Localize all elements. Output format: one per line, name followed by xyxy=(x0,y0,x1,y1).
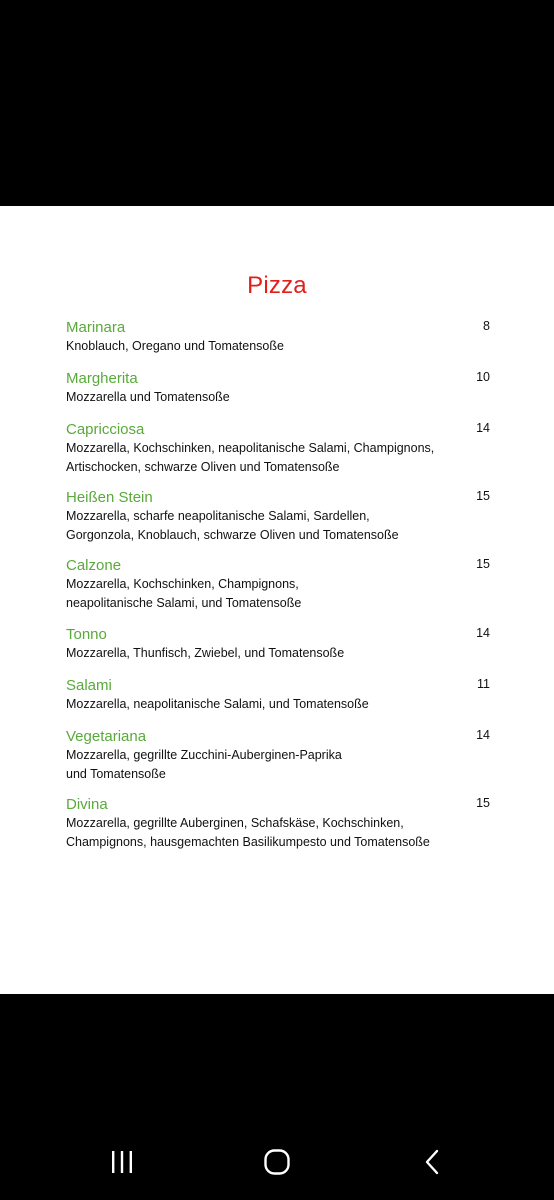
menu-item xyxy=(66,556,496,612)
item-price: 15 xyxy=(476,557,490,571)
item-name: Divina xyxy=(66,796,108,813)
item-description: neapolitanische Salami, und Tomatensoße xyxy=(66,595,302,610)
item-name: Calzone xyxy=(66,557,122,574)
recent-apps-icon[interactable] xyxy=(102,1146,142,1178)
item-description: Mozzarella, gegrillte Zucchini-Auberginen-Paprika xyxy=(66,748,342,762)
system-navigation-bar xyxy=(0,1130,554,1194)
item-description: Mozzarella, Kochschinken, neapolitanische Salami, Champignons, xyxy=(66,441,435,455)
menu-item xyxy=(66,676,496,714)
item-description: Mozzarella, Thunfisch, Zwiebel, und Tomatensoße xyxy=(66,646,345,660)
menu-page xyxy=(0,206,554,994)
item-description: Artischocken, schwarze Oliven und Tomatensoße xyxy=(66,459,340,474)
item-name: Margherita xyxy=(66,370,138,387)
item-description: Mozzarella und Tomatensoße xyxy=(66,390,230,404)
menu-item xyxy=(66,488,496,544)
item-name: Vegetariana xyxy=(66,728,147,745)
item-description: Gorgonzola, Knoblauch, schwarze Oliven und Tomatensoße xyxy=(66,527,399,542)
item-name: Capricciosa xyxy=(66,421,145,438)
item-name: Tonno xyxy=(66,626,107,643)
item-price: 11 xyxy=(477,677,490,691)
page-title: Pizza xyxy=(247,272,307,299)
item-name: Salami xyxy=(66,677,112,694)
item-price: 10 xyxy=(476,370,490,384)
item-price: 15 xyxy=(476,796,490,810)
item-price: 14 xyxy=(476,626,490,640)
menu-item xyxy=(66,420,496,476)
item-description: Knoblauch, Oregano und Tomatensoße xyxy=(66,339,284,353)
item-price: 14 xyxy=(476,421,490,435)
menu-item xyxy=(66,369,496,407)
menu-item xyxy=(66,795,496,851)
item-description: Mozzarella, Kochschinken, Champignons, xyxy=(66,577,299,591)
item-price: 8 xyxy=(483,319,490,333)
item-price: 14 xyxy=(476,728,490,742)
item-name: Marinara xyxy=(66,319,126,336)
menu-item xyxy=(66,318,496,356)
item-price: 15 xyxy=(476,489,490,503)
item-description: Mozzarella, gegrillte Auberginen, Schafskäse, Kochschinken, xyxy=(66,816,404,830)
item-name: Heißen Stein xyxy=(66,489,153,506)
menu-item xyxy=(66,625,496,663)
menu-item xyxy=(66,727,496,783)
back-icon[interactable] xyxy=(412,1146,452,1178)
item-description: und Tomatensoße xyxy=(66,766,166,781)
item-description: Champignons, hausgemachten Basilikumpesto und Tomatensoße xyxy=(66,834,430,849)
item-description: Mozzarella, scharfe neapolitanische Salami, Sardellen, xyxy=(66,509,370,523)
item-description: Mozzarella, neapolitanische Salami, und Tomatensoße xyxy=(66,697,369,711)
home-icon[interactable] xyxy=(257,1146,297,1178)
